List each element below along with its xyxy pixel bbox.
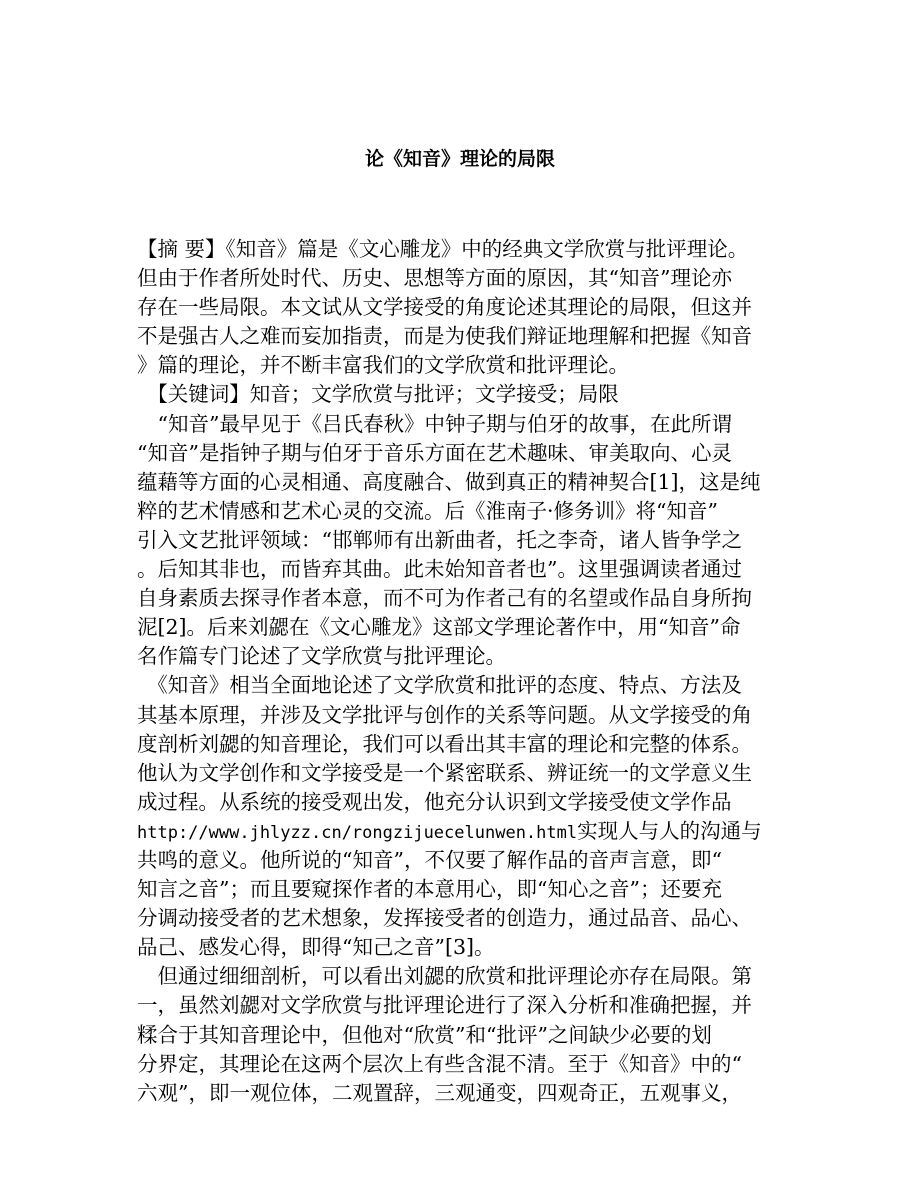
text-line: 自身素质去探寻作者本意，而不可为作者己有的名望或作品自身所拘 [137, 586, 752, 611]
keywords-line: 【关键词】知音；文学欣赏与批评；文学接受；局限 [137, 382, 619, 407]
text-line: 一，虽然刘勰对文学欣赏与批评理论进行了深入分析和准确把握，并 [137, 993, 752, 1018]
text-line: 成过程。从系统的接受观出发，他充分认识到文学接受使文学作品 [137, 789, 732, 814]
text-line: 共鸣的意义。他所说的“知音”，不仅要了解作品的音声言意，即“ [137, 847, 722, 872]
text-line: 糅合于其知音理论中，但他对“欣赏”和“批评”之间缺少必要的划 [137, 1022, 712, 1047]
text-line: 他认为文学创作和文学接受是一个紧密联系、辨证统一的文学意义生 [137, 760, 752, 785]
url-link[interactable]: http://www.jhlyzz.cn/rongzijuecelunwen.html [137, 822, 578, 843]
text-line: 泥[2]。后来刘勰在《文心雕龙》这部文学理论著作中，用“知音”命 [137, 615, 741, 640]
text-line: 但由于作者所处时代、历史、思想等方面的原因，其“知音”理论亦 [137, 266, 732, 291]
text-line: “知音”是指钟子期与伯牙于音乐方面在艺术趣味、审美取向、心灵 [137, 440, 732, 465]
text-line: 名作篇专门论述了文学欣赏与批评理论。 [137, 644, 506, 669]
text-line: 引入文艺批评领域：“邯郸师有出新曲者，托之李奇，诸人皆争学之 [137, 527, 742, 552]
text-line: “知音”最早见于《吕氏春秋》中钟子期与伯牙的故事，在此所谓 [137, 411, 732, 436]
text-fragment: 实现人与人的沟通与 [577, 818, 762, 843]
text-line: 但通过细细剖析，可以看出刘勰的欣赏和批评理论亦存在局限。第 [137, 964, 752, 989]
text-line: 粹的艺术情感和艺术心灵的交流。后《淮南子·修务训》将“知音” [137, 498, 718, 523]
text-line: 分调动接受者的艺术想象，发挥接受者的创造力，通过品音、品心、 [137, 906, 752, 931]
document-body [137, 235, 787, 1108]
text-line: 不是强古人之难而妄加指责，而是为使我们辩证地理解和把握《知音 [137, 324, 752, 349]
text-line: 品己、感发心得，即得“知己之音”[3]。 [137, 935, 495, 960]
document-title: 论《知音》理论的局限 [364, 148, 555, 170]
text-line: 。后知其非也，而皆弃其曲。此未始知音者也”。这里强调读者通过 [137, 557, 742, 582]
text-line: 知言之音”；而且要窥探作者的本意用心，即“知心之音”；还要充 [137, 877, 722, 902]
text-line: 度剖析刘勰的知音理论，我们可以看出其丰富的理论和完整的体系。 [137, 731, 752, 756]
text-line: 【摘 要】《知音》篇是《文心雕龙》中的经典文学欣赏与批评理论。 [137, 237, 749, 261]
text-line: 分界定，其理论在这两个层次上有些含混不清。至于《知音》中的“ [137, 1051, 742, 1076]
text-line: 其基本原理，并涉及文学批评与创作的关系等问题。从文学接受的角 [137, 702, 752, 727]
text-line: 蕴藉等方面的心灵相通、高度融合、做到真正的精神契合[1]，这是纯 [137, 469, 761, 494]
text-line: 》篇的理论，并不断丰富我们的文学欣赏和批评理论。 [137, 353, 629, 378]
text-line: 《知音》相当全面地论述了文学欣赏和批评的态度、特点、方法及 [137, 673, 742, 698]
text-line: 存在一些局限。本文试从文学接受的角度论述其理论的局限，但这并 [137, 295, 752, 320]
url-line [137, 817, 787, 846]
text-line: 六观”，即一观位体，二观置辞，三观通变，四观奇正，五观事义， [137, 1080, 742, 1105]
